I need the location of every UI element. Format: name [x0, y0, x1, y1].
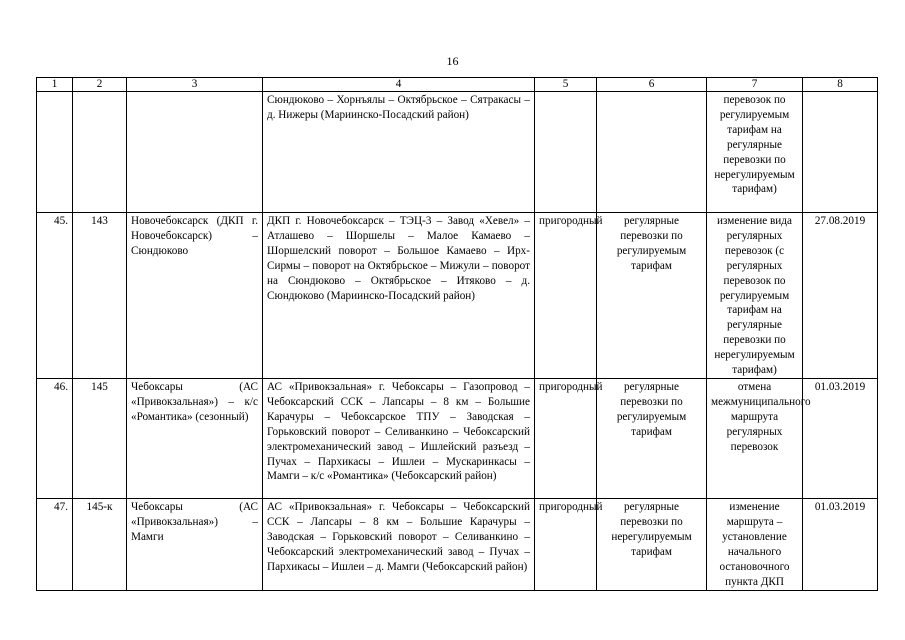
header-cell: 4	[263, 78, 535, 92]
header-cell: 6	[597, 78, 707, 92]
header-cell: 8	[803, 78, 878, 92]
header-cell: 7	[707, 78, 803, 92]
change-description: отмена межмуниципального маршрута регулярных перевозок	[707, 378, 803, 498]
change-description: изменение маршрута – установление начального остановочного пункта ДКП	[707, 498, 803, 590]
table-row	[37, 498, 878, 590]
header-row	[37, 78, 878, 92]
header-cell: 5	[535, 78, 597, 92]
route-path: АС «Привокзальная» г. Чебоксары – Чебоксарский ССК – Лапсары – 8 км – Большие Карачуры – Заводская – Горьковский поворот – Селиванкино – Чебоксарский электромеханический завод – Пучах – Пархикасы – Ишлеи – д. Мамги (Чебоксарский район)	[263, 498, 535, 590]
route-name: Чебоксары (АС «Привокзальная») – к/с «Романтика» (сезонный)	[127, 378, 263, 498]
route-kind: пригородный	[535, 378, 597, 498]
change-description: перевозок по регулируемым тарифам на регулярные перевозки по нерегулируемым тарифам)	[707, 92, 803, 213]
change-description: изменение вида регулярных перевозок (с регулярных перевозок по регулируемым тарифам на регулярные перевозки по нерегулируемым тарифам)	[707, 213, 803, 379]
table-row	[37, 378, 878, 498]
effective-date: 01.03.2019	[803, 378, 878, 498]
effective-date: 01.03.2019	[803, 498, 878, 590]
effective-date	[803, 92, 878, 213]
row-number: 45.	[37, 213, 73, 379]
page-number: 16	[446, 54, 459, 68]
routes-table	[36, 77, 878, 591]
header-cell: 2	[73, 78, 127, 92]
row-number: 47.	[37, 498, 73, 590]
transport-type	[597, 92, 707, 213]
effective-date: 27.08.2019	[803, 213, 878, 379]
route-number: 145	[73, 378, 127, 498]
route-path: Сюндюково – Хорнъялы – Октябрьское – Сятракасы – д. Нижеры (Мариинско-Посадский район)	[263, 92, 535, 213]
table-row	[37, 213, 878, 379]
row-number: 46.	[37, 378, 73, 498]
route-kind: пригородный	[535, 498, 597, 590]
header-cell: 1	[37, 78, 73, 92]
route-number	[73, 92, 127, 213]
header-cell: 3	[127, 78, 263, 92]
route-name: Новочебоксарск (ДКП г. Новочебоксарск) – Сюндюково	[127, 213, 263, 379]
transport-type: регулярные перевозки по регулируемым тарифам	[597, 378, 707, 498]
route-number: 145-к	[73, 498, 127, 590]
route-path: АС «Привокзальная» г. Чебоксары – Газопровод – Чебоксарский ССК – Лапсары – 8 км – Большие Карачуры – Чебоксарское ТПУ – Заводская – Горьковский поворот – Селиванкино – Чебоксарский электромеханический завод – Ишлейский разъезд – Пучах – Пархикасы – Ишлеи – Мускаринкасы – Мамги – к/с «Романтика» (Чебоксарский район)	[263, 378, 535, 498]
route-name: Чебоксары (АС «Привокзальная») – Мамги	[127, 498, 263, 590]
transport-type: регулярные перевозки по регулируемым тарифам	[597, 213, 707, 379]
route-kind: пригородный	[535, 213, 597, 379]
route-path: ДКП г. Новочебоксарск – ТЭЦ-3 – Завод «Хевел» – Атлашево – Шоршелы – Малое Камаево – Шоршелский поворот – Большое Камаево – Ирх-Сирмы – поворот на Октябрьское – Мижули – поворот на Сюндюково – Октябрьское – Итяково – д. Сюндюково (Мариинско-Посадский район)	[263, 213, 535, 379]
table-row	[37, 92, 878, 213]
route-kind	[535, 92, 597, 213]
row-number	[37, 92, 73, 213]
transport-type: регулярные перевозки по нерегулируемым тарифам	[597, 498, 707, 590]
route-number: 143	[73, 213, 127, 379]
route-name	[127, 92, 263, 213]
